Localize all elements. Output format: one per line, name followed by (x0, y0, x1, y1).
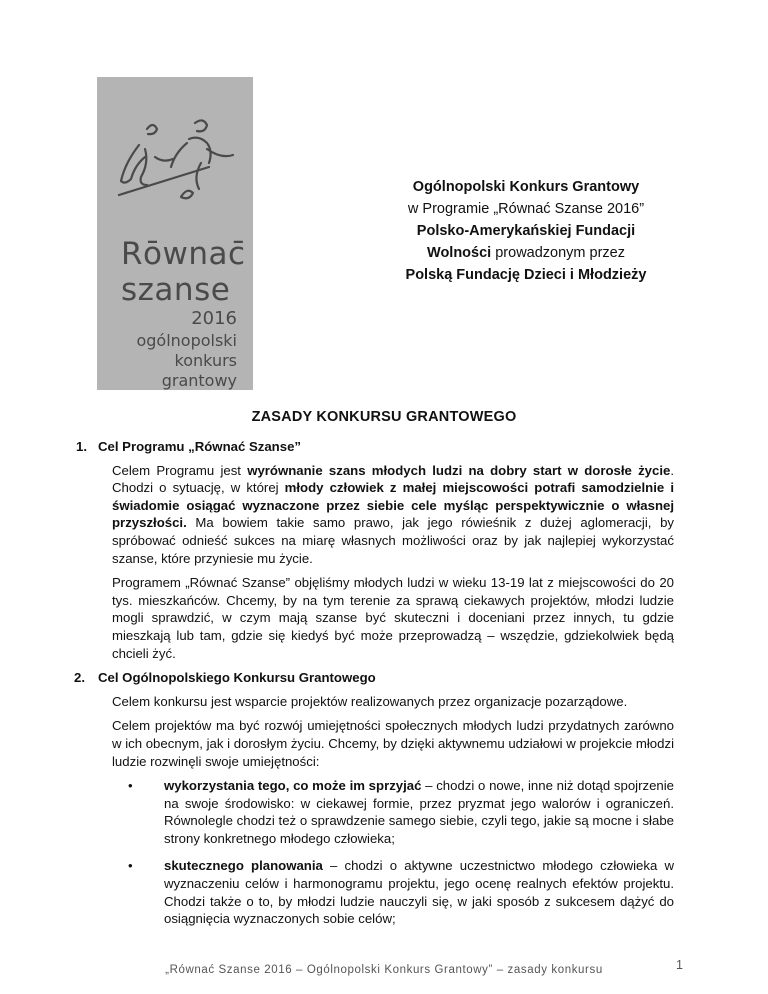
document-body (74, 438, 674, 938)
list-item: • wykorzystania tego, co może im sprzyjać – chodzi o nowe, inne niż dotąd spojrzenie na swoje środowisko: w ciekawej formie, przez pryzmat jego walorów i ograniczeń. Równolegle chodzi też o sprawdzenie samego siebie, czyli tego, jakie są mocne i słabe strony konkretnego młodego człowieka; (128, 778, 674, 846)
section-1-number: 1. (76, 439, 87, 454)
intro-line-5: Polską Fundację Dzieci i Młodzieży (405, 267, 647, 283)
intro-line-4: Wolności prowadzonym przez (427, 245, 625, 261)
logo-word-rownac: Rōwnac̄ (121, 236, 246, 272)
section-2-number: 2. (74, 670, 85, 686)
section-2-heading: 2. Cel Ogólnopolskiego Konkursu Grantowego (74, 670, 376, 686)
page-number: 1 (676, 958, 683, 972)
section-1-paragraph-1: Celem Programu jest wyrównanie szans młodych ludzi na dobry start w dorosłe życie. Chodzi o sytuację, w której młody człowiek z małej miejscowości potrafi samodzielnie i świadomie osiągać wyznaczone przez siebie cele myśląc perspektywicznie o własnej przyszłości. Ma bowiem takie samo prawo, jak jego rówieśnik z dużej aglomeracji, by spróbować odnieść sukces na miarę własnych możliwości oraz by jak najlepiej wykorzystać szanse, które przyniesie mu życie. (112, 462, 674, 566)
program-logo (97, 77, 253, 390)
bullet-icon: • (128, 778, 133, 794)
logo-word-szanse: szanse (121, 272, 231, 308)
section-2-body (112, 693, 674, 928)
section-1-heading: 1. Cel Programu „Równać Szanse” (76, 439, 301, 454)
section-2-paragraph-1: Celem konkursu jest wsparcie projektów realizowanych przez organizacje pozarządowe. (112, 693, 628, 709)
logo-year: 2016 (191, 308, 237, 329)
logo-sub-grantowy: grantowy (161, 371, 237, 390)
section-1-paragraph-2: Programem „Równać Szanse” objęliśmy młodych ludzi w wieku 13-19 lat z miejscowości do 20 tys. mieszkańców. Chcemy, by na tym terenie za sprawą ciekawych projektów, młodzi ludzie mogli sprawdzić, w czym mają szanse być skuteczni i doceniani przez innych, tu gdzie mieszkają lub tam, gdzie się kiedyś być może przeprowadzą – wszędzie, gdziekolwiek będą chcieli żyć. (112, 575, 674, 661)
intro-line-3: Polsko-Amerykańskiej Fundacji (416, 223, 636, 239)
list-item: • skutecznego planowania – chodzi o aktywne uczestnictwo młodego człowieka w wyznaczeniu celów i harmonogramu projektu, jego ocenę realnych efektów projektu. Chodzi także o to, by młodzi ludzie nauczyli się, w jaki sposób z sukcesem dążyć do osiągnięcia wyznaczonych sobie celów; (128, 858, 674, 927)
page-footer: „Równać Szanse 2016 – Ogólnopolski Konkurs Grantowy” – zasady konkursu (165, 964, 603, 976)
skills-list (112, 777, 674, 928)
document-title: ZASADY KONKURSU GRANTOWEGO (251, 409, 517, 425)
section-2-paragraph-2: Celem projektów ma być rozwój umiejętności społecznych młodych ludzi przydatnych zarówno w ich obecnym, jak i dorosłym życiu. Chcemy, by dzięki aktywnemu udziałowi w projekcie młodzi ludzie rozwinęli swoje umiejętności: (112, 718, 674, 769)
logo-sub-konkurs: konkurs (174, 351, 237, 370)
logo-sub-ogolnopolski: ogólnopolski (136, 331, 237, 350)
intro-block (370, 176, 682, 286)
section-1-body (112, 462, 674, 663)
intro-line-2: w Programie „Równać Szanse 2016” (407, 201, 645, 217)
intro-line-1: Ogólnopolski Konkurs Grantowy (412, 179, 640, 195)
runners-logo-icon (97, 77, 253, 237)
bullet-icon: • (128, 858, 133, 874)
